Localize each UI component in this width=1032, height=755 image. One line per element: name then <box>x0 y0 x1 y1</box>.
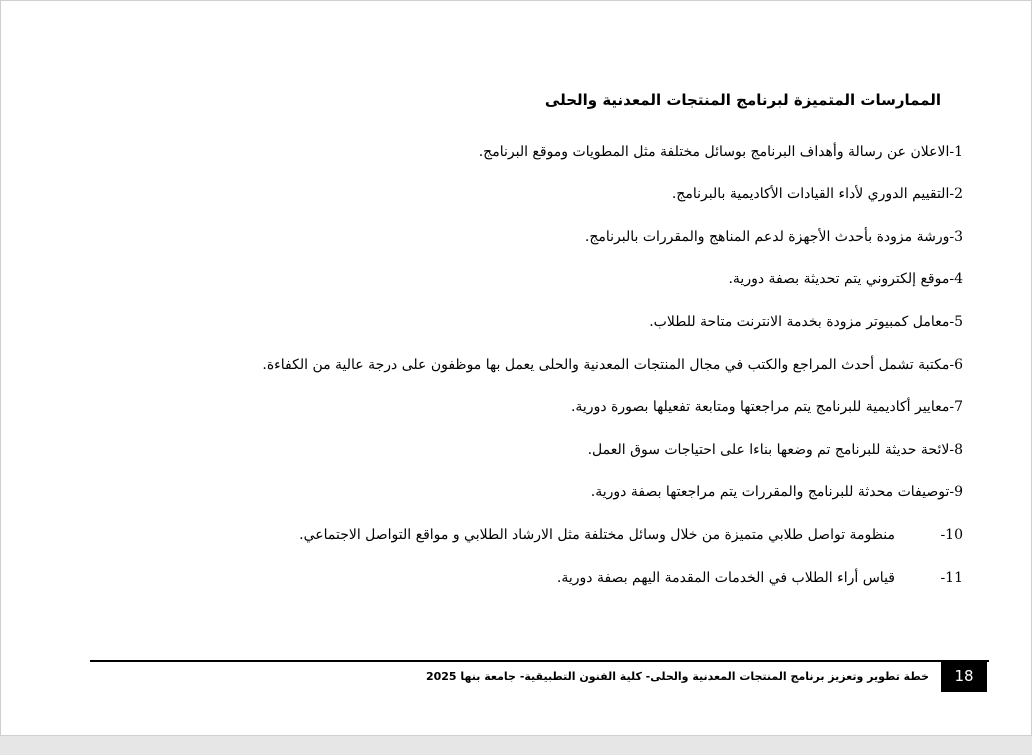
list-item-text: توصيفات محدثة للبرنامج والمقررات يتم مراجعتها بصفة دورية. <box>590 484 950 500</box>
list-item-number: 6- <box>949 357 963 373</box>
list-item-9 <box>591 482 963 502</box>
list-item-number: 5- <box>949 314 963 330</box>
list-item-number: 3- <box>949 229 963 245</box>
page-number-badge: 18 <box>941 661 987 692</box>
list-item-number: 7- <box>949 399 963 415</box>
list-item-text: لائحة حديثة للبرنامج تم وضعها بناءا على احتياجات سوق العمل. <box>587 442 950 458</box>
list-item-text: ورشة مزودة بأحدث الأجهزة لدعم المناهج والمقررات بالبرنامج. <box>584 229 950 245</box>
list-item-text: موقع إلكتروني يتم تحديثة بصفة دورية. <box>728 271 950 287</box>
list-item-text: معامل كمبيوتر مزودة بخدمة الانترنت متاحة للطلاب. <box>649 314 950 330</box>
list-item-text: قياس أراء الطلاب في الخدمات المقدمة اليهم بصفة دورية. <box>556 570 895 586</box>
section-title: الممارسات المتميزة لبرنامج المنتجات المعدنية والحلى <box>544 91 941 109</box>
list-item-number: 1- <box>949 144 963 160</box>
list-item-number: 4- <box>949 271 963 287</box>
list-item-number: 10- <box>940 527 963 543</box>
footer-divider <box>90 660 989 662</box>
list-item-4 <box>728 269 963 289</box>
list-item-2 <box>672 184 963 204</box>
page-content <box>1 1 1031 735</box>
list-item-text: الاعلان عن رسالة وأهداف البرنامج بوسائل مختلفة مثل المطويات وموقع البرنامج. <box>478 144 950 160</box>
list-item-text: معايير أكاديمية للبرنامج يتم مراجعتها ومتابعة تفعيلها بصورة دورية. <box>570 399 950 415</box>
list-item-text: منظومة تواصل طلابي متميزة من خلال وسائل مختلفة مثل الارشاد الطلابي و مواقع التواصل الاجتماعي. <box>299 527 895 543</box>
list-item-11 <box>557 568 963 588</box>
list-item-3 <box>585 227 963 247</box>
list-item-6 <box>262 355 963 375</box>
list-item-8 <box>588 440 963 460</box>
list-item-10 <box>299 525 963 545</box>
list-item-text: مكتبة تشمل أحدث المراجع والكتب في مجال المنتجات المعدنية والحلى يعمل بها موظفون على درجة عالية من الكفاءة. <box>262 357 950 373</box>
list-item-1 <box>479 142 963 162</box>
list-item-number: 11- <box>940 570 963 586</box>
list-item-5 <box>649 312 963 332</box>
list-item-7 <box>571 397 963 417</box>
list-item-number: 2- <box>949 186 963 202</box>
list-item-number: 8- <box>949 442 963 458</box>
list-item-number: 9- <box>949 484 963 500</box>
footer-caption: خطة تطوير وتعزيز برنامج المنتجات المعدنية والحلى- كلية الفنون التطبيقية- جامعة بنها 2025 <box>425 670 929 683</box>
list-item-text: التقييم الدوري لأداء القيادات الأكاديمية بالبرنامج. <box>671 186 950 202</box>
